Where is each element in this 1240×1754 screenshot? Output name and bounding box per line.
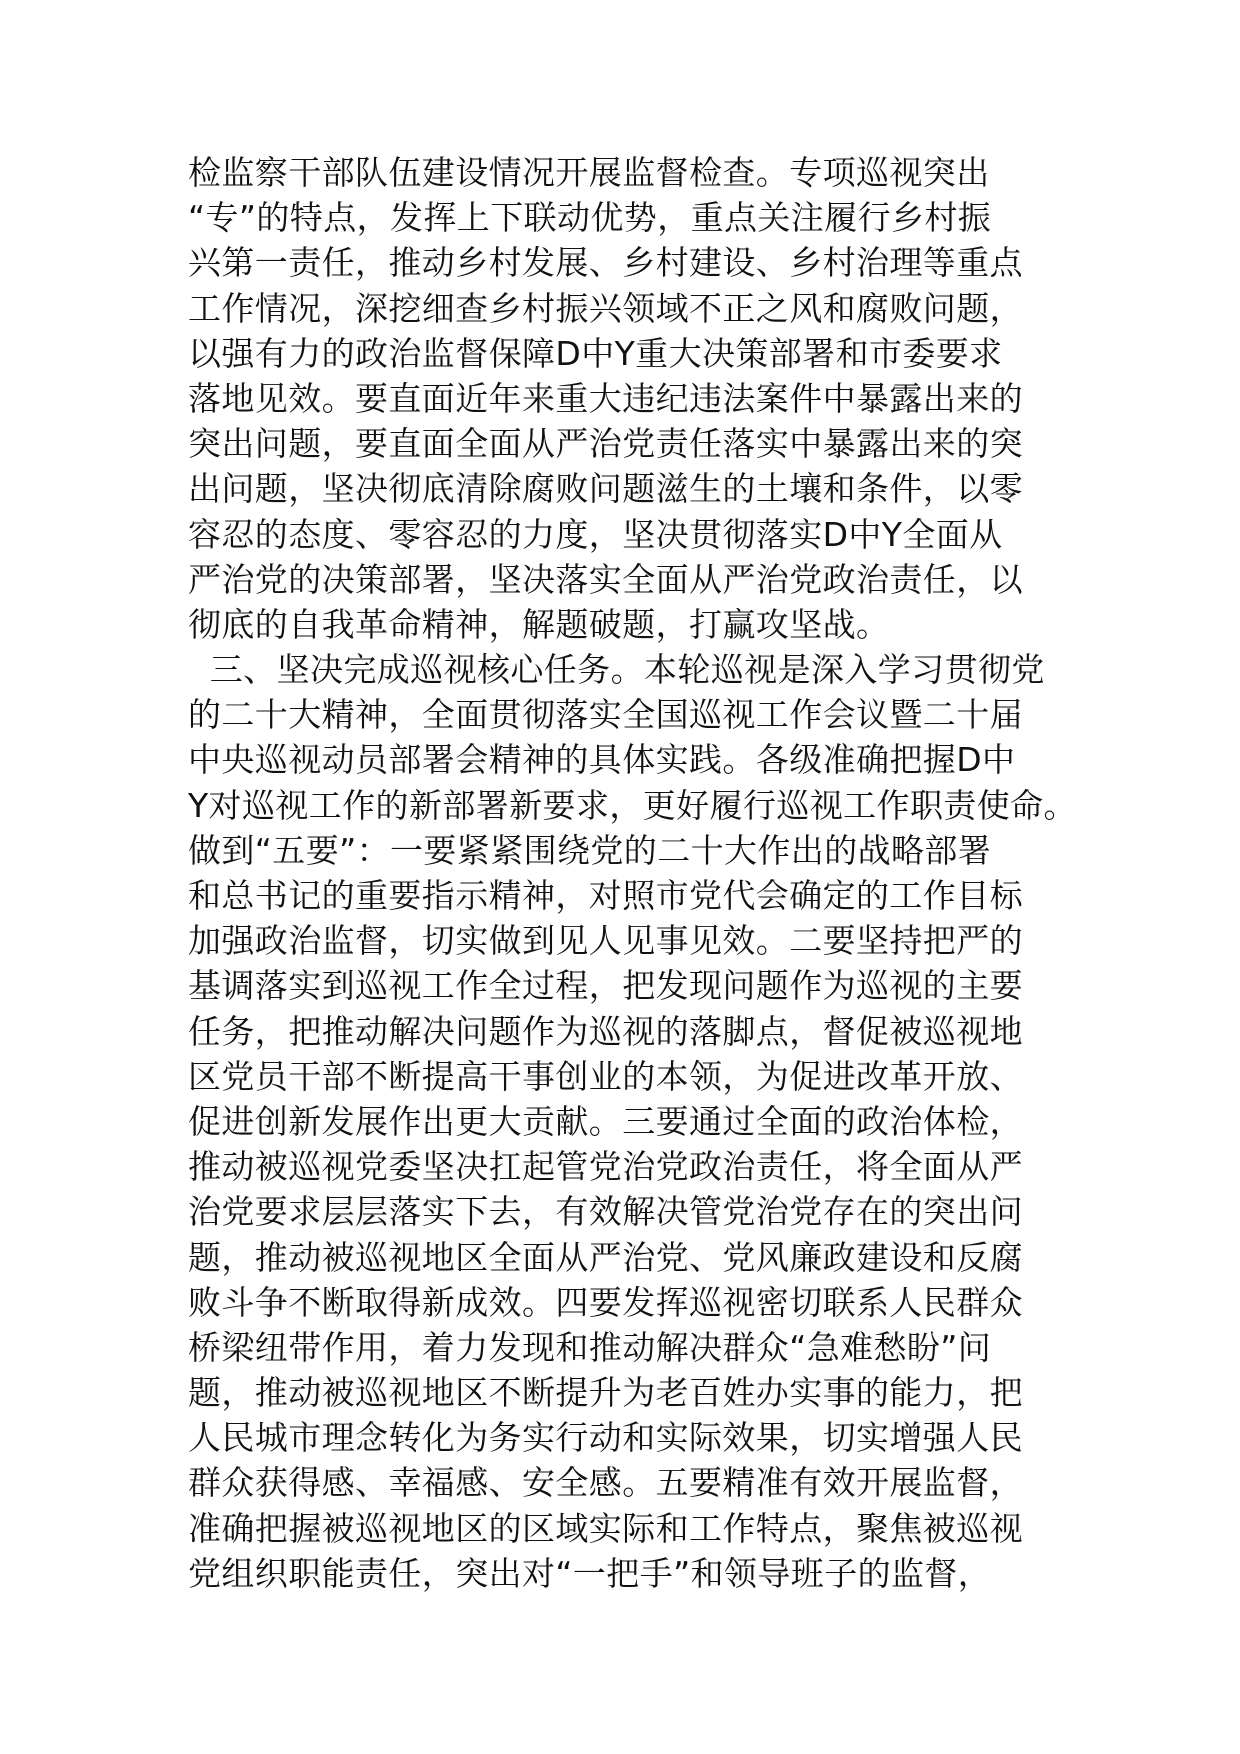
body-text: [188, 150, 1088, 1596]
text-line: Y对巡视工作的新部署新要求，更好履行巡视工作职责使命。: [188, 785, 1077, 825]
text-line: 任务，把推动解决问题作为巡视的落脚点，督促被巡视地: [188, 1011, 1023, 1051]
text-line: 桥梁纽带作用，着力发现和推动解决群众“急难愁盼”问: [188, 1327, 992, 1367]
text-line: 彻底的自我革命精神，解题破题，打赢攻坚战。: [188, 604, 890, 644]
text-line: 促进创新发展作出更大贡献。三要通过全面的政治体检，: [188, 1101, 1023, 1141]
text-line: 中央巡视动员部署会精神的具体实践。各级准确把握D中: [188, 740, 1016, 780]
text-line: 检监察干部队伍建设情况开展监督检查。专项巡视突出: [188, 153, 990, 192]
text-line: 群众获得感、幸福感、安全感。五要精准有效开展监督，: [188, 1463, 1023, 1503]
text-line: 加强政治监督，切实做到见人见事见效。二要坚持把严的: [188, 921, 1023, 961]
text-line: 题，推动被巡视地区不断提升为老百姓办实事的能力，把: [188, 1373, 1023, 1413]
text-line: “专”的特点，发挥上下联动优势，重点关注履行乡村振: [188, 198, 992, 238]
text-line: 落地见效。要直面近年来重大违纪违法案件中暴露出来的: [188, 378, 1023, 418]
text-line: 题，推动被巡视地区全面从严治党、党风廉政建设和反腐: [188, 1237, 1023, 1277]
text-line: 人民城市理念转化为务实行动和实际效果，切实增强人民: [188, 1418, 1023, 1458]
text-line: 和总书记的重要指示精神，对照市党代会确定的工作目标: [188, 876, 1023, 915]
text-line: 兴第一责任，推动乡村发展、乡村建设、乡村治理等重点: [188, 243, 1023, 283]
text-line: 做到“五要”：一要紧紧围绕党的二十大作出的战略部署: [188, 830, 992, 870]
text-line: 出问题，坚决彻底清除腐败问题滋生的土壤和条件，以零: [188, 469, 1023, 509]
text-line: 推动被巡视党委坚决扛起管党治党政治责任，将全面从严: [188, 1147, 1023, 1187]
text-line: 治党要求层层落实下去，有效解决管党治党存在的突出问: [188, 1192, 1023, 1232]
text-line: 败斗争不断取得新成效。四要发挥巡视密切联系人民群众: [188, 1282, 1023, 1322]
text-line: 以强有力的政治监督保障D中Y重大决策部署和市委要求: [188, 333, 1003, 373]
text-line: 准确把握被巡视地区的区域实际和工作特点，聚焦被巡视: [188, 1508, 1023, 1548]
text-line: 党组织职能责任，突出对“一把手”和领导班子的监督，: [188, 1553, 992, 1593]
text-line: 严治党的决策部署，坚决落实全面从严治党政治责任，以: [188, 559, 1023, 599]
text-line: 工作情况，深挖细查乡村振兴领域不正之风和腐败问题，: [188, 288, 1023, 328]
text-line: 区党员干部不断提高干事创业的本领，为促进改革开放、: [188, 1056, 1023, 1096]
text-line: 基调落实到巡视工作全过程，把发现问题作为巡视的主要: [188, 966, 1023, 1006]
text-line: 的二十大精神，全面贯彻落实全国巡视工作会议暨二十届: [188, 695, 1023, 735]
section-heading-line: 三、坚决完成巡视核心任务。本轮巡视是深入学习贯彻党: [188, 650, 1045, 690]
text-line: 突出问题，要直面全面从严治党责任落实中暴露出来的突: [188, 424, 1023, 464]
text-line: 容忍的态度、零容忍的力度，坚决贯彻落实D中Y全面从: [188, 514, 1003, 554]
